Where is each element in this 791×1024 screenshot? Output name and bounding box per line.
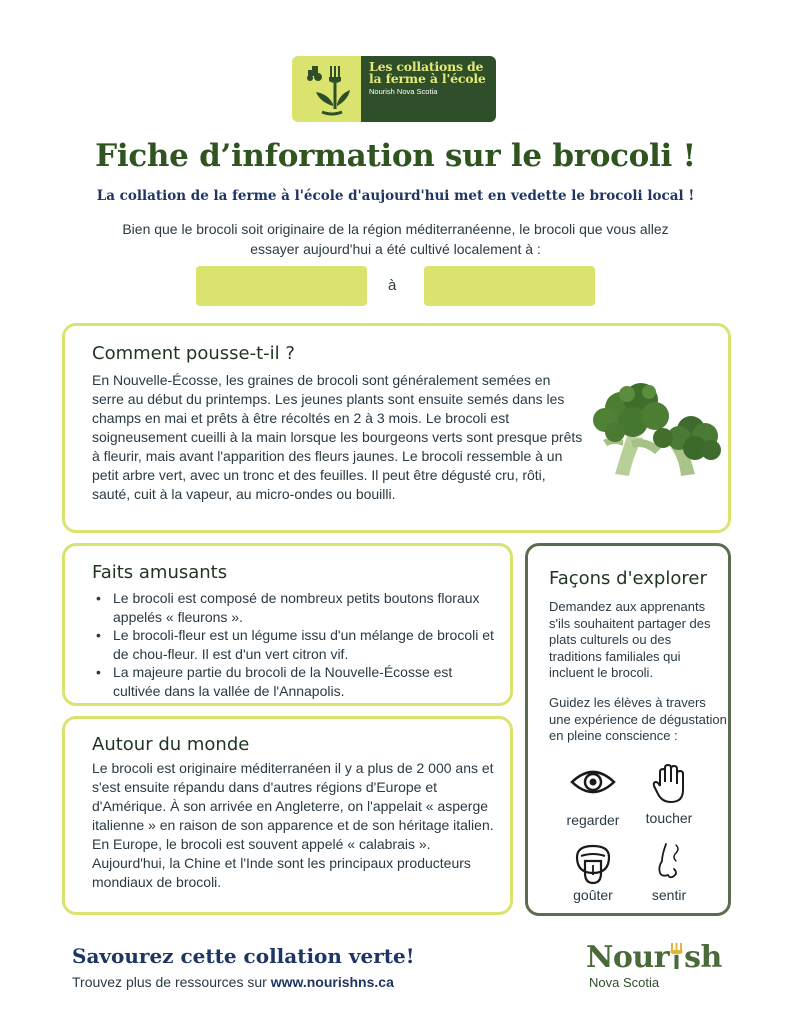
- page-title: Fiche d’information sur le brocoli !: [95, 138, 696, 174]
- nourish-sub: Nova Scotia: [589, 975, 660, 990]
- location-separator: à: [388, 277, 397, 294]
- how-it-grows-card: [62, 323, 731, 533]
- sense-taste-label: goûter: [573, 887, 613, 903]
- list-item: [92, 663, 502, 700]
- nourish-logo: [586, 942, 736, 990]
- nourish-wordmark: [586, 942, 736, 974]
- footer-resources-prefix: Trouvez plus de ressources sur: [72, 974, 267, 990]
- nose-icon: [654, 841, 684, 883]
- fun-facts-card: [62, 543, 513, 706]
- logo-text-panel: [361, 56, 496, 122]
- logo-icon-panel: [292, 56, 361, 122]
- around-the-world-text: Le brocoli est originaire méditerranéen il y a plus de 2 000 ans et s'est ensuite répandu dans d'autres régions d'Europe et d'Amérique. À son arrivée en Angleterre, on l'appelait « asperge italienne » en raison de son apparence et de son héritage italien. En Europe, le brocoli est souvent appelé « calabrais ». Aujourd'hui, la Chine et l'Inde sont les principaux producteurs mondiaux de brocoli.: [92, 760, 494, 890]
- sense-touch-label: toucher: [645, 810, 693, 826]
- around-the-world-heading: Autour du monde: [92, 734, 250, 755]
- sense-taste: [558, 843, 628, 903]
- program-logo: [292, 56, 496, 122]
- eye-icon: [569, 766, 617, 798]
- bullet-icon: •: [96, 664, 101, 680]
- fact-text: La majeure partie du brocoli de la Nouvelle-Écosse est cultivée dans la vallée de l'Annapolis.: [113, 664, 453, 699]
- location-field-1[interactable]: [196, 266, 367, 306]
- fun-facts-heading: Faits amusants: [92, 562, 228, 583]
- fun-facts-list: [92, 589, 502, 700]
- sense-look: [558, 766, 628, 828]
- sense-touch: [636, 764, 702, 826]
- page-subtitle: La collation de la ferme à l'école d'aujourd'hui met en vedette le brocoli local !: [96, 188, 695, 204]
- how-it-grows-heading: Comment pousse-t-il ?: [92, 343, 295, 364]
- tractor-fork-leaf-icon: [292, 56, 361, 122]
- footer-resources: [72, 974, 394, 990]
- mouth-tongue-icon: [573, 843, 613, 885]
- brand-right: sh: [684, 940, 722, 975]
- bullet-icon: •: [96, 590, 101, 606]
- list-item: [92, 589, 502, 626]
- location-field-2[interactable]: [424, 266, 595, 306]
- bullet-icon: •: [96, 627, 101, 643]
- sense-look-label: regarder: [566, 812, 620, 828]
- explore-paragraph-1: Demandez aux apprenants s'ils souhaitent partager des plats culturels ou des traditions familiales qui incluent le brocoli.: [549, 599, 711, 680]
- footer-title: Savourez cette collation verte!: [72, 944, 415, 968]
- brand-left: Nour: [586, 940, 670, 975]
- fact-text: Le brocoli-fleur est un légume issu d'un mélange de brocoli et de chou-fleur. Il est d'un vert citron vif.: [113, 627, 494, 662]
- logo-org: Nourish Nova Scotia: [369, 87, 438, 96]
- sense-smell-label: sentir: [651, 887, 687, 903]
- logo-title: Les collations de la ferme à l'école: [369, 59, 486, 86]
- explore-paragraph-2: Guidez les élèves à travers une expérience de dégustation en pleine conscience :: [549, 695, 727, 743]
- ways-to-explore-heading: Façons d'explorer: [549, 568, 707, 589]
- how-it-grows-text: En Nouvelle-Écosse, les graines de brocoli sont généralement semées en serre au début du printemps. Les jeunes plants sont ensuite semés dans les champs en mai et prêts à être récoltés en 2 à 3 mois. Le brocoli est soigneusement cueilli à la main lorsque les bourgeons verts sont presque prêts à fleurir, mais avant l'apparition des fleurs jaunes. Le brocoli ressemble à un petit arbre vert, avec un tronc et des feuilles. Il peut être dégusté cru, rôti, sauté, cuit à la vapeur, au micro-ondes ou bouilli.: [92, 372, 583, 502]
- fact-text: Le brocoli est composé de nombreux petits boutons floraux appelés « fleurons ».: [113, 590, 480, 625]
- list-item: [92, 626, 502, 663]
- ways-to-explore-card: [525, 543, 731, 916]
- hand-icon: [652, 764, 686, 804]
- broccoli-image: [591, 378, 723, 478]
- intro-text: Bien que le brocoli soit originaire de la région méditerranéenne, le brocoli que vous allez essayer aujourd'hui a été cultivé localement à :: [122, 221, 669, 257]
- fork-i-icon: [670, 945, 683, 969]
- around-the-world-card: [62, 716, 513, 915]
- sense-smell: [636, 841, 702, 903]
- website-link[interactable]: www.nourishns.ca: [270, 974, 394, 990]
